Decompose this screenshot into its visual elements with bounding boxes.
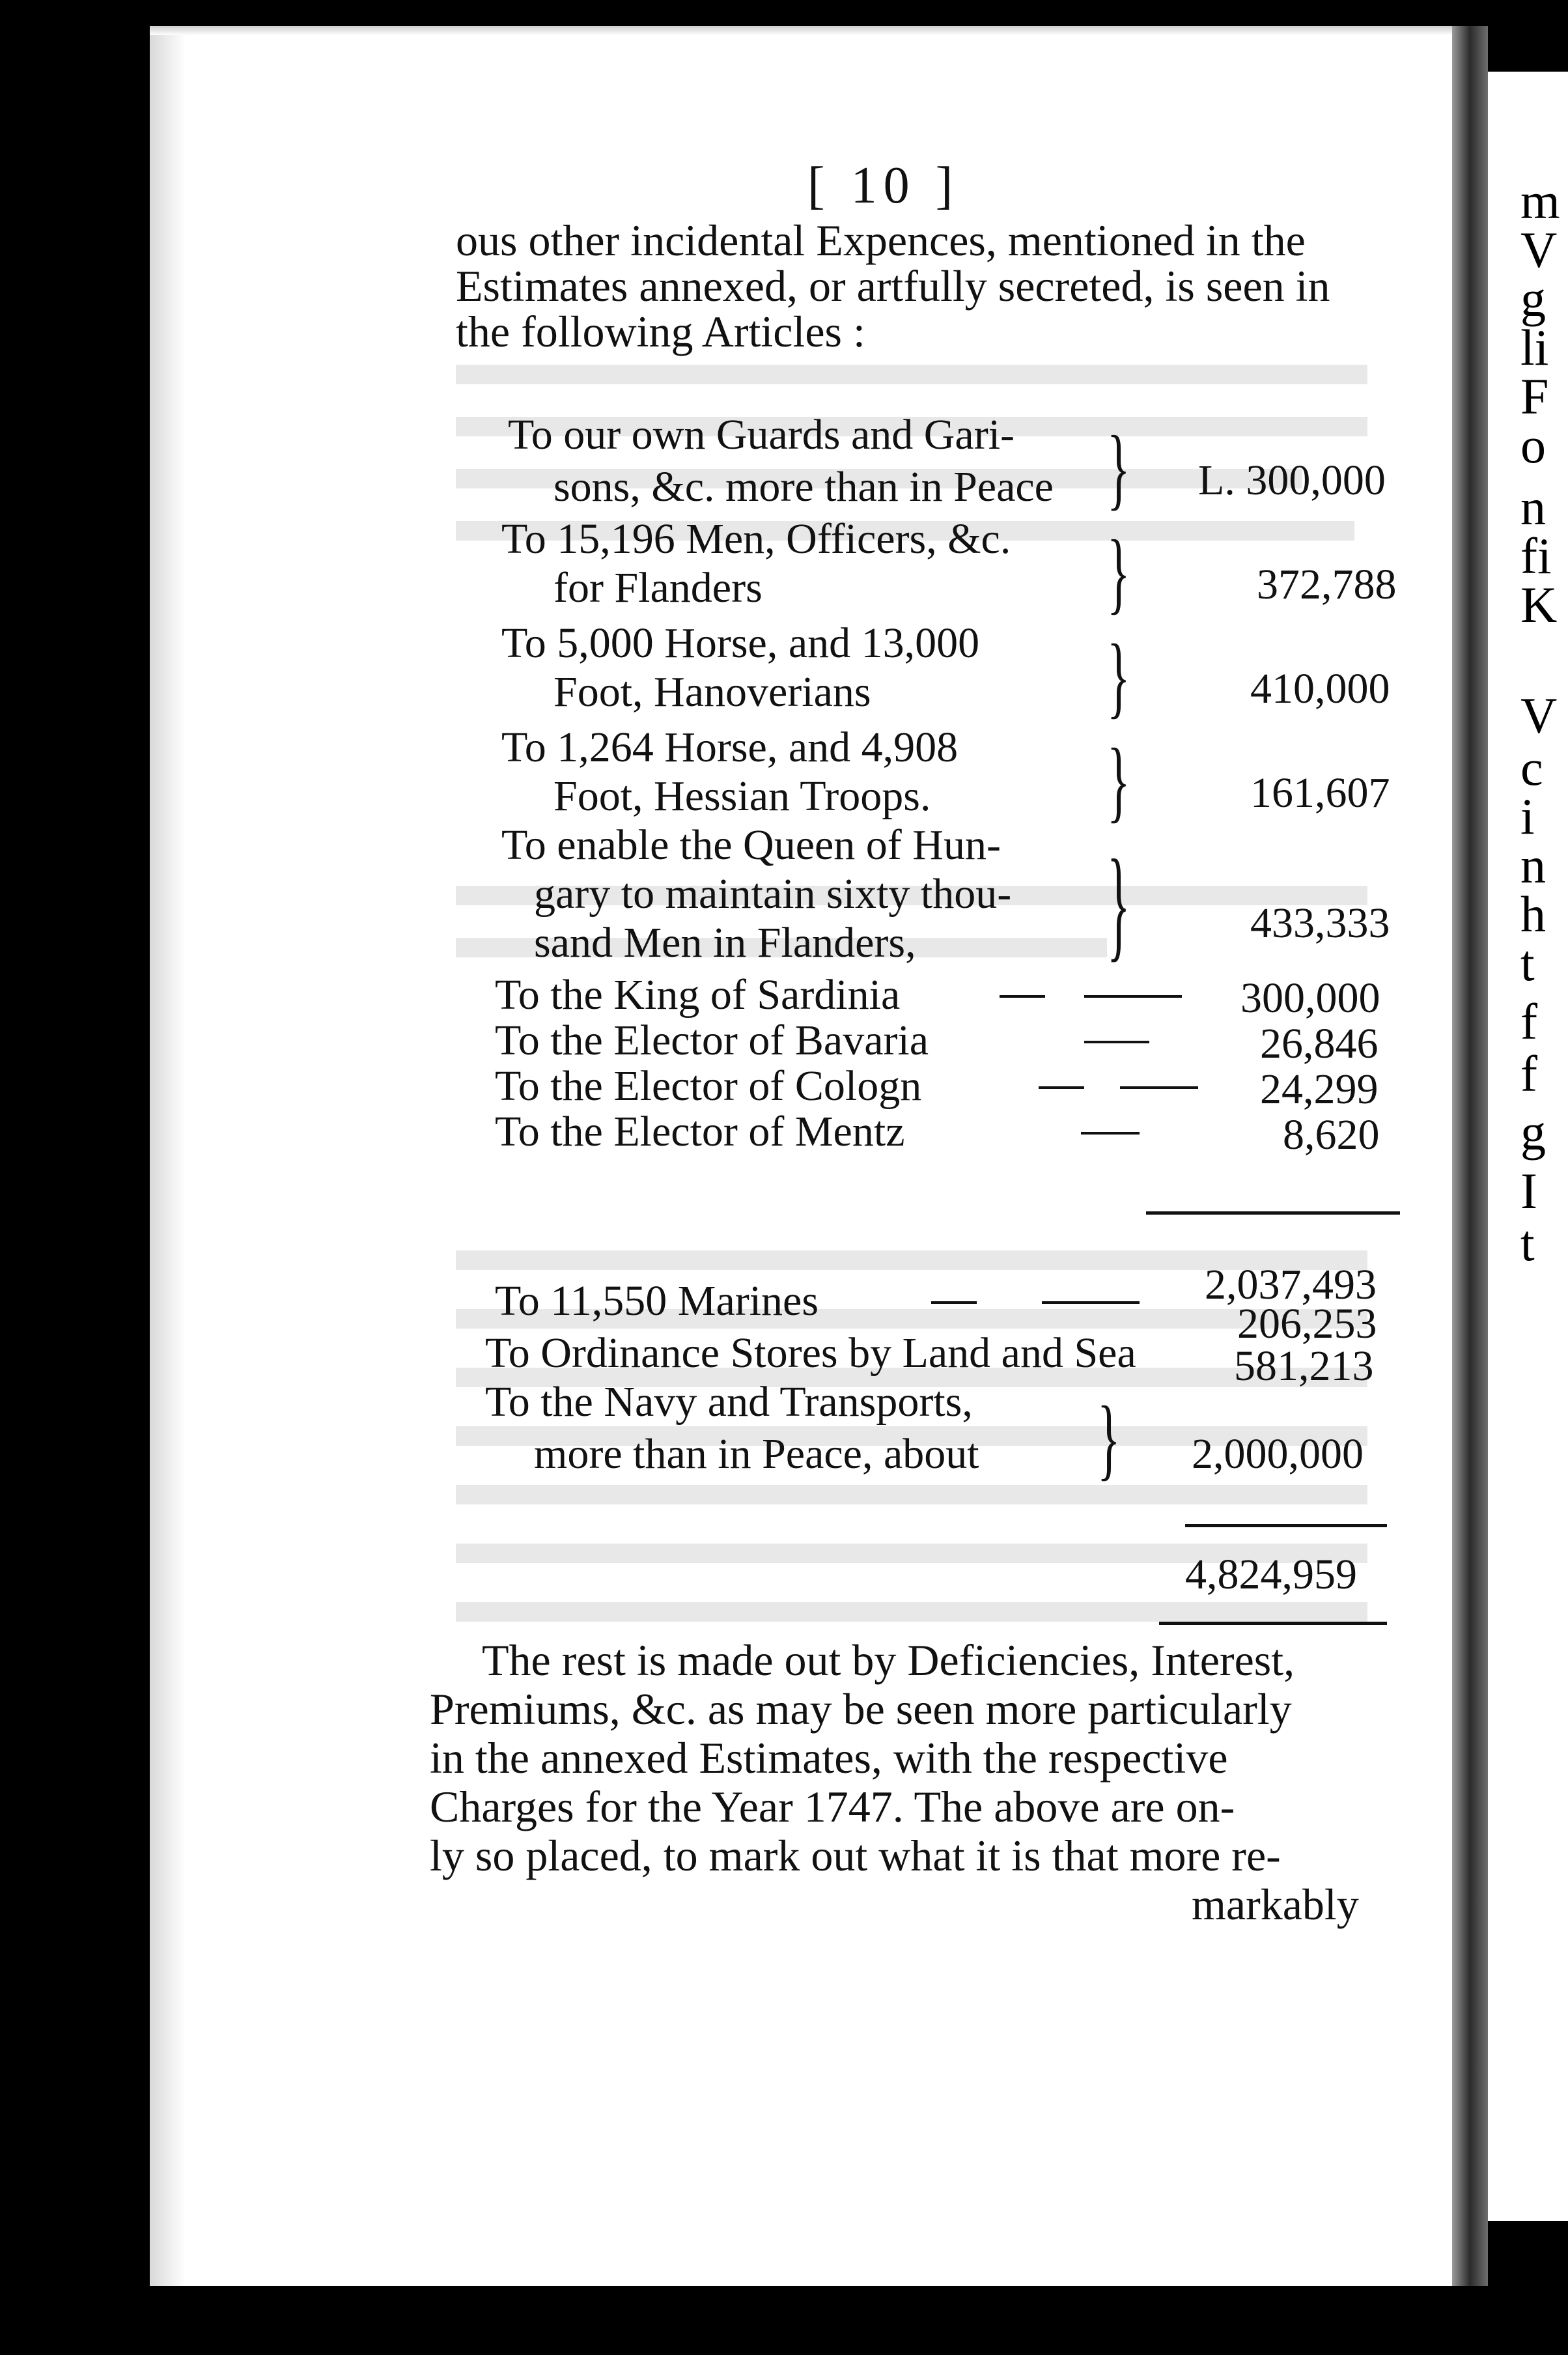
article-amount: 24,299 [1260,1065,1379,1113]
article-line: sand Men in Flanders, [534,919,916,966]
closing-line: Premiums, &c. as may be seen more particularly [430,1684,1292,1734]
leader-dash [1039,1086,1084,1089]
bleed-letter: g [1520,1104,1546,1161]
article-amount: 433,333 [1250,899,1390,947]
bleed-letter: n [1520,479,1546,535]
page-left-shadow [150,26,186,2286]
bleed-letter: n [1520,837,1546,894]
article-amount: 8,620 [1283,1111,1380,1159]
bleed-letter: V [1520,221,1558,278]
closing-line: ly so placed, to mark out what it is that more re- [430,1831,1281,1880]
bleed-letter: t [1520,935,1535,991]
leader-dash [1000,995,1045,998]
article-line: gary to maintain sixty thou- [534,870,1012,918]
leader-dash [931,1301,977,1304]
article-line: more than in Peace, about [534,1430,979,1478]
bleed-letter: c [1520,739,1543,796]
brace-icon: } [1107,522,1130,624]
brace-icon: } [1107,730,1130,832]
bleed-letter: I [1520,1163,1537,1219]
leader-dash [1042,1301,1140,1304]
article-line: To Ordinance Stores by Land and Sea [485,1329,1136,1377]
article-amount: 372,788 [1257,561,1397,608]
article-line: To enable the Queen of Hun- [501,821,1001,869]
article-amount: 161,607 [1250,769,1390,817]
subtotal-rule [1146,1211,1400,1215]
total-rule-top [1185,1524,1387,1527]
article-amount: 206,253 [1237,1300,1377,1347]
bleed-letter: m [1520,173,1560,229]
article-amount: L. 300,000 [1198,457,1386,504]
page-number: [ 10 ] [807,157,960,214]
bleed-letter: i [1520,788,1535,845]
bleed-letter: h [1520,886,1546,942]
catchword: markably [1192,1880,1359,1929]
bleed-letter: li [1520,319,1549,376]
intro-line: ous other incidental Expences, mentioned in the [456,216,1306,265]
article-line: for Flanders [553,564,763,612]
article-amount: 26,846 [1260,1020,1379,1067]
bleed-letter: o [1520,417,1546,473]
intro-line: Estimates annexed, or artfully secreted, is seen in [456,261,1330,311]
leader-dash [1084,995,1182,998]
bleed-letter: g [1520,270,1546,327]
article-line: To the Elector of Cologn [495,1062,922,1110]
article-amount: 2,000,000 [1192,1430,1364,1478]
closing-line: Charges for the Year 1747. The above are on- [430,1782,1235,1831]
book-spine [1452,26,1488,2286]
article-line: sons, &c. more than in Peace [553,463,1054,511]
bleed-letter: F [1520,368,1549,425]
article-line: To the Elector of Mentz [495,1108,905,1155]
total-rule-bottom [1159,1622,1387,1625]
article-line: Foot, Hanoverians [553,668,871,716]
page-top-edge [150,26,1452,35]
article-line: To the Navy and Transports, [485,1378,973,1426]
bleed-letter: t [1520,1215,1535,1271]
brace-icon: } [1097,1388,1121,1490]
closing-line: The rest is made out by Deficiencies, Interest, [482,1635,1295,1685]
bleed-letter: K [1520,576,1558,633]
intro-line: the following Articles : [456,307,865,356]
article-line: To 15,196 Men, Officers, &c. [501,515,1011,563]
closing-line: in the annexed Estimates, with the respective [430,1733,1228,1783]
article-amount: 300,000 [1240,974,1380,1022]
leader-dash [1084,1041,1149,1043]
leader-dash [1120,1086,1198,1089]
brace-icon: } [1107,626,1130,728]
leader-dash [1081,1132,1140,1135]
article-amount: 410,000 [1250,665,1390,712]
article-line: To 5,000 Horse, and 13,000 [501,619,980,667]
brace-icon: } [1107,835,1130,974]
brace-icon: } [1107,417,1130,520]
article-line: To 1,264 Horse, and 4,908 [501,724,959,771]
article-line: Foot, Hessian Troops. [553,772,931,820]
bleed-letter: fi [1520,528,1552,584]
bleed-letter: f [1520,993,1537,1050]
article-line: To the Elector of Bavaria [495,1017,929,1064]
subtotal-amount: 2,037,493 [1205,1261,1377,1308]
article-line: To our own Guards and Gari- [508,411,1015,458]
article-line: To the King of Sardinia [495,971,901,1019]
total-amount: 4,824,959 [1185,1551,1357,1598]
article-line: To 11,550 Marines [495,1277,819,1325]
bleed-letter: f [1520,1045,1537,1102]
article-amount: 581,213 [1234,1342,1374,1390]
bleed-letter: V [1520,687,1558,744]
